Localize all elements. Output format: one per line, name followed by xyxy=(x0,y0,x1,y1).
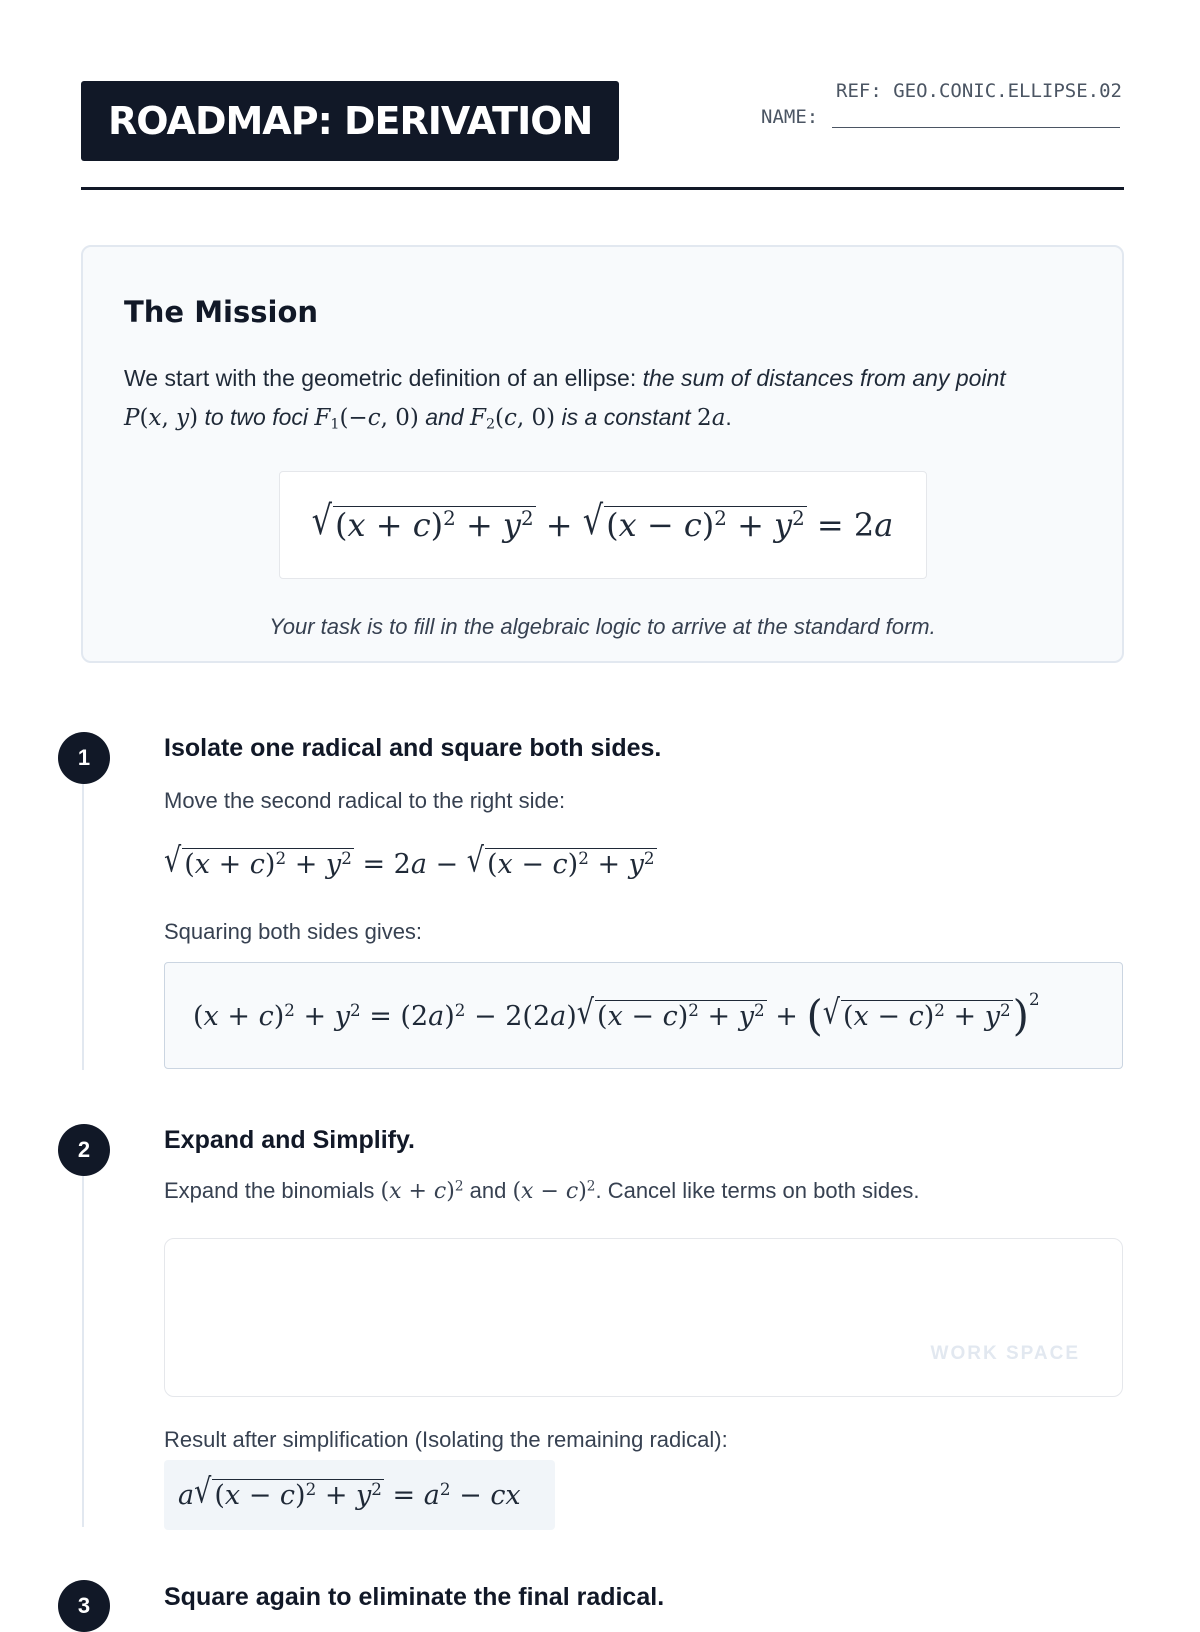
ellipse-definition-equation: $√(x + c)^2 + y^2 + √(x - c)^2 + y^2 = 2a$ xyxy=(279,471,927,579)
step-1-squared-equation: $(x + c)^2 + y^2 = (2a)^2 - 2(2a)√$ $(x - c)^2 + y^2$ + (√ $(x - c)^2 + y^2)^2$ xyxy=(164,962,1123,1069)
step-1-title: Isolate one radical and square both sides. xyxy=(164,734,662,762)
reference-code: REF: GEO.CONIC.ELLIPSE.02 xyxy=(836,80,1122,102)
name-field-row xyxy=(761,106,1120,128)
step-2-connector xyxy=(82,1152,84,1527)
intro-text: We start with the geometric definition of an ellipse: xyxy=(124,365,643,391)
mission-intro xyxy=(124,359,1081,438)
focus-f1-math: $F_1(-c$, 0) xyxy=(314,405,419,433)
mission-heading: The Mission xyxy=(124,295,319,329)
name-label: NAME: xyxy=(761,106,819,128)
worksheet-title-banner xyxy=(81,81,619,161)
header-divider xyxy=(81,187,1124,190)
intro-definition-b: to two foci xyxy=(198,404,315,430)
step-2-result-note: Result after simplification (Isolating the remaining radical): xyxy=(164,1427,728,1452)
focus-f2-math: $F_2(c$, 0) xyxy=(469,405,556,433)
intro-period: . xyxy=(725,404,732,430)
point-p-math: P(x, y) xyxy=(124,405,199,431)
constant-2a-math: 2a xyxy=(697,405,726,431)
binomial-plus-math: $(x + c)^2$ xyxy=(380,1178,464,1204)
step-1-instruction: Move the second radical to the right side: xyxy=(164,788,566,813)
mission-panel xyxy=(81,245,1124,663)
intro-definition-c: and xyxy=(418,404,470,430)
step-2-title: Expand and Simplify. xyxy=(164,1126,415,1154)
step-1-connector xyxy=(82,760,84,1070)
intro-definition-a: the sum of distances from any point xyxy=(642,365,1006,391)
step-2-workspace[interactable] xyxy=(164,1238,1123,1397)
step-2-result-equation: a√ $(x - c)^2 + y^2 = a^2$ − cx xyxy=(164,1460,555,1530)
workspace-label: WORK SPACE xyxy=(930,1343,1080,1364)
intro-definition-d: is a constant xyxy=(555,404,698,430)
step-1-squaring-note: Squaring both sides gives: xyxy=(164,919,423,944)
name-input-line[interactable] xyxy=(832,106,1120,128)
step-3-badge: 3 xyxy=(58,1580,110,1632)
binomial-minus-math: $(x - c)^2$ xyxy=(512,1178,596,1204)
step-1-isolated-equation: √ $(x + c)^2 + y^2 = 2a$ − √ $(x - c)^2 + y^2$ xyxy=(164,841,655,880)
step-2-instruction: Expand the binomials $(x + c)^2$ and $(x - c)^2$. Cancel like terms on both sides. xyxy=(164,1178,920,1204)
step-3-title: Square again to eliminate the final radical. xyxy=(164,1583,665,1611)
step-2-badge: 2 xyxy=(58,1124,110,1176)
mission-task: Your task is to fill in the algebraic logic to arrive at the standard form. xyxy=(269,614,936,639)
step-1-badge: 1 xyxy=(58,732,110,784)
worksheet-title: ROADMAP: DERIVATION xyxy=(108,99,593,143)
